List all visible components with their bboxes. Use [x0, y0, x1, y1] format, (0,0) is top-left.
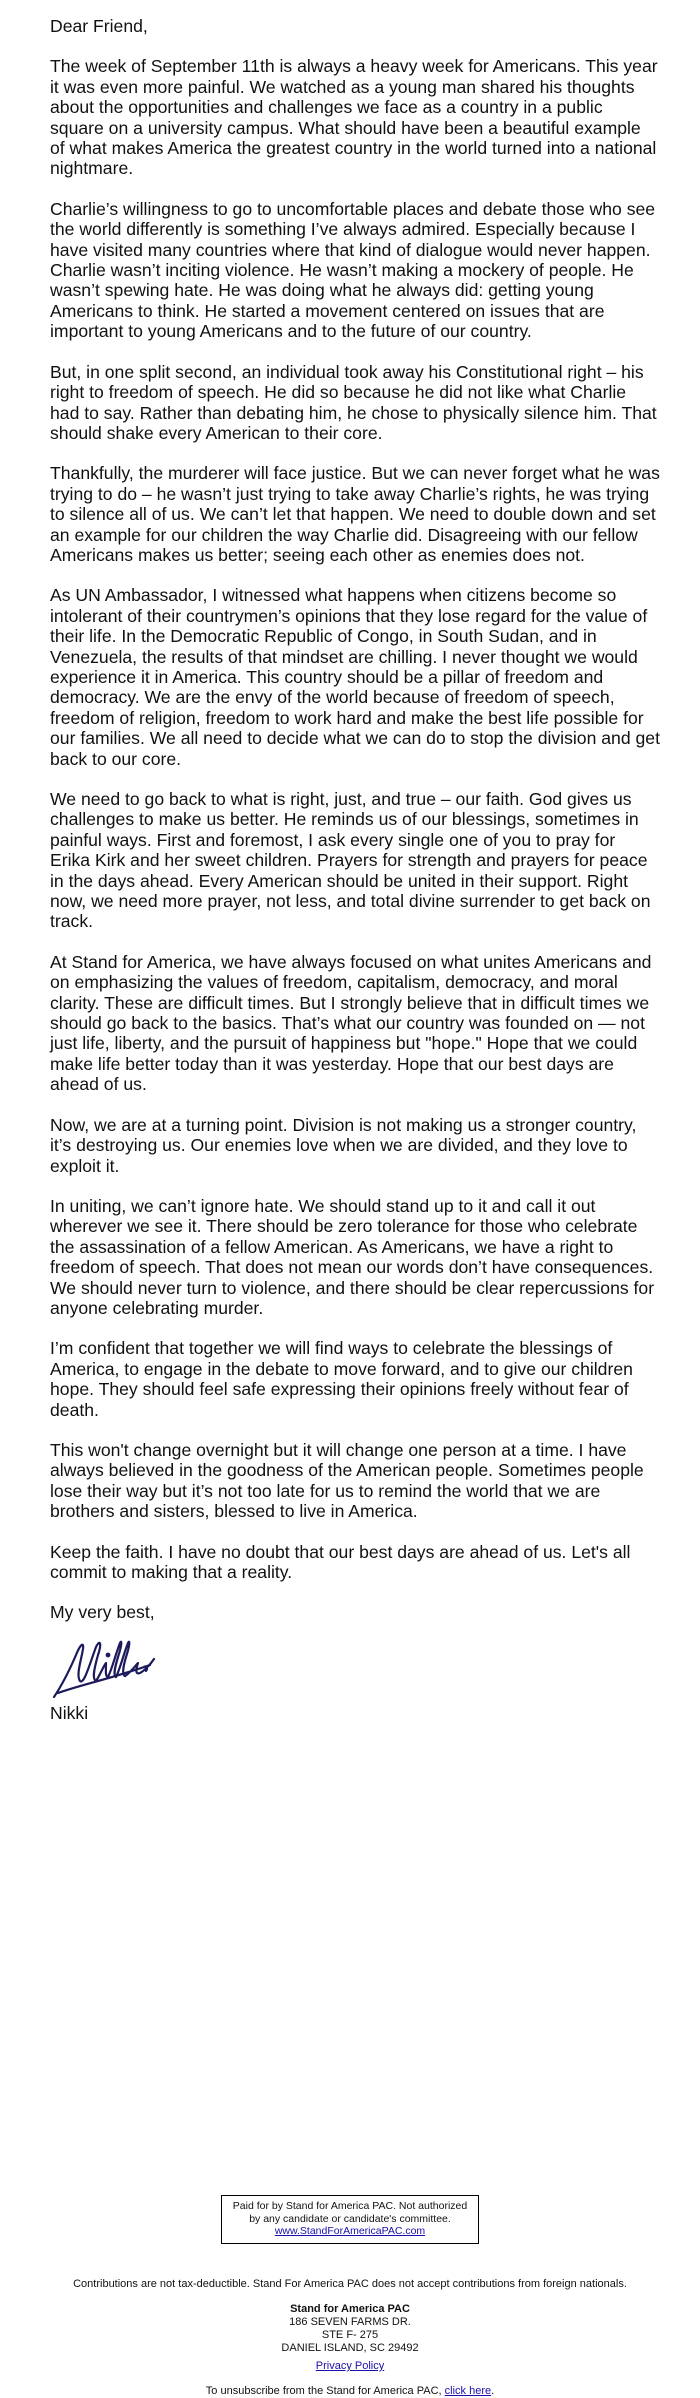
address-line-3: DANIEL ISLAND, SC 29492	[281, 2342, 419, 2354]
contributions-notice: Contributions are not tax-deductible. Stand For America PAC does not accept contributions from foreign nationals.	[73, 2278, 627, 2290]
salutation: Dear Friend,	[50, 16, 148, 36]
handwritten-signature-image	[50, 1635, 170, 1701]
unsubscribe-link[interactable]: click here	[444, 2385, 492, 2397]
address-line-2: STE F- 275	[321, 2329, 379, 2341]
paid-for-disclaimer	[221, 2195, 479, 2244]
org-name: Stand for America PAC	[290, 2303, 410, 2315]
letter-paragraph-6: We need to go back to what is right, just, and true – our faith. God gives us challenges to make us better. He reminds us of our blessings, sometimes in painful ways. First and foremost, I ask every single one of you to pray for Erika Kirk and her sweet children. Prayers for strength and prayers for peace in the days ahead. Every American should be united in their support. Right now, we need more prayer, not less, and total divine surrender to get back on track.	[50, 789, 651, 932]
letter-paragraph-8: Now, we are at a turning point. Division is not making us a stronger country, it’s destroying us. Our enemies love when we are divided, and they love to exploit it.	[50, 1114, 637, 1176]
letter-paragraph-5: As UN Ambassador, I witnessed what happens when citizens become so intolerant of their countrymen’s opinions that they lose regard for the value of their life. In the Democratic Republic of Congo, in South Sudan, and in Venezuela, the results of that mindset are chilling. I never thought we would experience it in America. This country should be a pillar of freedom and democracy. We are the envy of the world because of freedom of speech, freedom of religion, freedom to work hard and make the best life possible for our families. We all need to decide what we can do to stop the division and get back to our core.	[50, 585, 660, 769]
website-link[interactable]: www.StandForAmericaPAC.com	[274, 2225, 426, 2237]
disclaimer-line-2: by any candidate or candidate's committee.	[249, 2212, 451, 2225]
disclaimer-line-1: Paid for by Stand for America PAC. Not authorized	[232, 2200, 468, 2212]
letter-paragraph-7: At Stand for America, we have always focused on what unites Americans and on emphasizing the values of freedom, capitalism, democracy, and moral clarity. These are difficult times. But I strongly believe that in difficult times we should go back to the basics. That’s what our country was founded on — not just life, liberty, and the pursuit of happiness but "hope." Hope that we could make life better today than it was yesterday. Hope that our best days are ahead of us.	[50, 951, 652, 1095]
unsubscribe-row	[0, 2385, 700, 2398]
privacy-policy-link[interactable]: Privacy Policy	[315, 2360, 385, 2372]
mailing-address	[0, 2303, 700, 2355]
letter-paragraph-2: Charlie’s willingness to go to uncomfortable places and debate those who see the world differently is something I’ve always admired. Especially because I have visited many countries where that kind of dialogue would never happen. Charlie wasn’t inciting violence. He wasn’t making a mockery of people. He wasn’t spewing hate. He was doing what he always did: getting young Americans to think. He started a movement centered on issues that are important to young Americans and to the future of our country.	[50, 198, 656, 342]
letter-paragraph-11: This won't change overnight but it will change one person at a time. I have always believed in the goodness of the American people. Sometimes people lose their way but it’s not too late for us to remind the world that we are brothers and sisters, blessed to live in America.	[50, 1439, 644, 1522]
letter-paragraph-10: I’m confident that together we will find ways to celebrate the blessings of America, to engage in the debate to move forward, and to give our children hope. They should feel safe expressing their opinions freely without fear of death.	[50, 1338, 633, 1420]
closing: My very best,	[50, 1602, 155, 1623]
letter-paragraph-1: The week of September 11th is always a heavy week for Americans. This year it was even more painful. We watched as a young man shared his thoughts about the opportunities and challenges we face as a country in a public square on a university campus. What should have been a beautiful example of what makes America the greatest country in the world turned into a national nightmare.	[50, 56, 658, 179]
letter-paragraph-12: Keep the faith. I have no doubt that our best days are ahead of us. Let's all commit to making that a reality.	[50, 1541, 631, 1582]
letter-paragraph-3: But, in one split second, an individual took away his Constitutional right – his right to freedom of speech. He did so because he did not like what Charlie had to say. Rather than debating him, he chose to physically silence him. That should shake every American to their core.	[50, 361, 657, 443]
letter-body	[50, 16, 660, 1743]
unsubscribe-text: To unsubscribe from the Stand for America PAC,	[205, 2385, 442, 2397]
letter-paragraph-4: Thankfully, the murderer will face justice. But we can never forget what he was trying to do – he wasn’t just trying to take away Charlie’s rights, he was trying to silence all of us. We can’t let that happen. We need to double down and set an example for our children the way Charlie did. Disagreeing with our fellow Americans makes us better; seeing each other as enemies does not.	[50, 463, 660, 565]
letter-paragraph-9: In uniting, we can’t ignore hate. We should stand up to it and call it out wherever we see it. There should be zero tolerance for those who celebrate the assassination of a fellow American. As Americans, we have a right to freedom of speech. That does not mean our words don’t have consequences. We should never turn to violence, and there should be clear repercussions for anyone celebrating murder.	[50, 1195, 655, 1318]
signer-name: Nikki	[50, 1702, 89, 1723]
privacy-row	[0, 2360, 700, 2373]
unsubscribe-period: .	[491, 2385, 495, 2397]
address-line-1: 186 SEVEN FARMS DR.	[289, 2316, 411, 2328]
